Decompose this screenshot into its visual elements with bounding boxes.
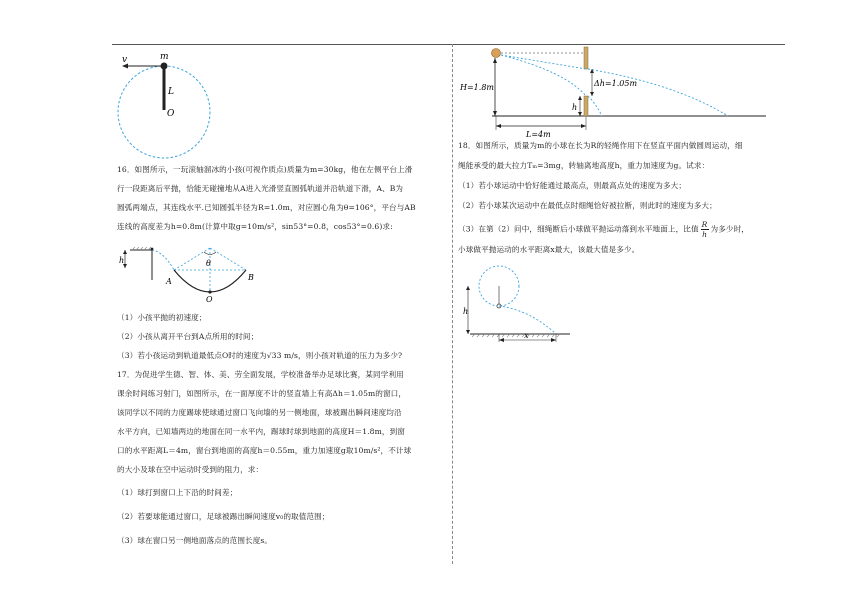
figure-wall-window (456, 44, 786, 138)
q16-line-3: 圆弧两端点，其连线水平.已知圆弧半径为R=1.0m，对应圆心角为θ=106°，平台与AB (117, 203, 416, 212)
label-h: h (463, 307, 469, 316)
fraction-R-over-h (701, 220, 709, 239)
q18-sub-3-cont: 小球做平抛运动的水平距离x最大，该最大值是多少。 (458, 245, 640, 254)
label-A: A (166, 277, 172, 286)
q17-sub-2: （2）若要球能通过窗口，足球被踢出瞬间速度v₀的取值范围； (117, 512, 330, 521)
q16-line-1: 16．如图所示，一玩滚轴溜冰的小孩(可视作质点)质量为m=30kg，他在左侧平台上滑 (117, 165, 413, 174)
label-v: v (122, 55, 128, 65)
q18-sub-2: （2）若小球某次运动中在最低点时细绳恰好被拉断，则此时的速度为多大； (458, 201, 717, 210)
q16-sub-1: （1）小孩平抛的初速度； (117, 313, 207, 322)
q16-sub-3: （3）若小孩运动到轨道最低点O时的速度为√33 m/s，则小孩对轨道的压力为多少? (117, 351, 403, 360)
label-O: O (167, 109, 175, 119)
label-theta: θ (206, 259, 211, 268)
label-h: h (572, 103, 578, 112)
q17-line-3: 该同学以不同的力度踢球使球通过窗口飞向墙的另一侧地面，球被踢出瞬间速度均沿 (117, 408, 402, 417)
fraction-denominator: h (702, 230, 708, 239)
q17-line-2: 课余时间练习射门，如图所示，在一面厚度不计的竖直墙上有高Δh＝1.05m的窗口， (117, 389, 407, 398)
q17-line-5: 口的水平距离L＝4m，窗台到地面的高度h＝0.55m，重力加速度g取10m/s²，不计球 (117, 446, 412, 455)
q17-line-1: 17．为促进学生德、智、体、美、劳全面发展，学校准备举办足球比赛，某同学利用 (117, 370, 404, 379)
fraction-numerator: R (701, 220, 708, 229)
label-B: B (248, 273, 254, 282)
label-L: L=4m (526, 130, 551, 138)
q18-line-2: 绳能承受的最大拉力Tₘ=3mg，转轴离地高度h，重力加速度为g。试求： (458, 161, 710, 170)
figure-pendulum-circle (110, 48, 220, 166)
label-m: m (160, 52, 169, 62)
q16-sub-2: （2）小孩从离开平台到A点所用的时间； (117, 332, 259, 341)
q17-sub-1: （1）球打到窗口上下沿的时间差； (117, 488, 238, 497)
label-O: O (206, 295, 213, 304)
label-x: x (524, 331, 529, 340)
label-dh: Δh=1.05m (594, 79, 638, 88)
figure-arc-track (112, 238, 262, 308)
label-H: H=1.8m (460, 83, 494, 92)
q18-sub-3-text-a: （3）在第（2）问中，细绳断后小球做平抛运动落到水平地面上，比值 (458, 224, 699, 234)
q17-line-6: 的大小及球在空中运动时受到的阻力，求： (117, 465, 264, 474)
q18-sub-3 (458, 220, 749, 239)
q18-line-1: 18．如图所示，质量为m的小球在长为R的轻绳作用下在竖直平面内做圆周运动，细 (458, 141, 743, 150)
q17-line-4: 水平方向，已知墙两边的地面在同一水平内，踢球时球到地面的高度H＝1.8m，到窗 (117, 427, 405, 436)
q16-line-4: 连线的高度差为h=0.8m(计算中取g=10m/s²，sin53°=0.8，cos53°=0.6)求: (117, 222, 393, 231)
q16-line-2: 行一段距离后平抛，恰能无碰撞地从A进入光滑竖直圆弧轨道并沿轨道下滑，A、B为 (117, 184, 404, 193)
column-divider (452, 44, 453, 564)
q17-sub-3: （3）球在窗口另一侧地面落点的范围长度s。 (117, 536, 273, 545)
q18-sub-1: （1）若小球运动中恰好能通过最高点，则最高点处的速度为多大； (458, 181, 687, 190)
label-L: L (168, 87, 174, 97)
label-h: h (119, 256, 125, 265)
figure-circle-projectile (460, 264, 610, 344)
q18-sub-3-text-b: 为多少时， (710, 224, 749, 234)
